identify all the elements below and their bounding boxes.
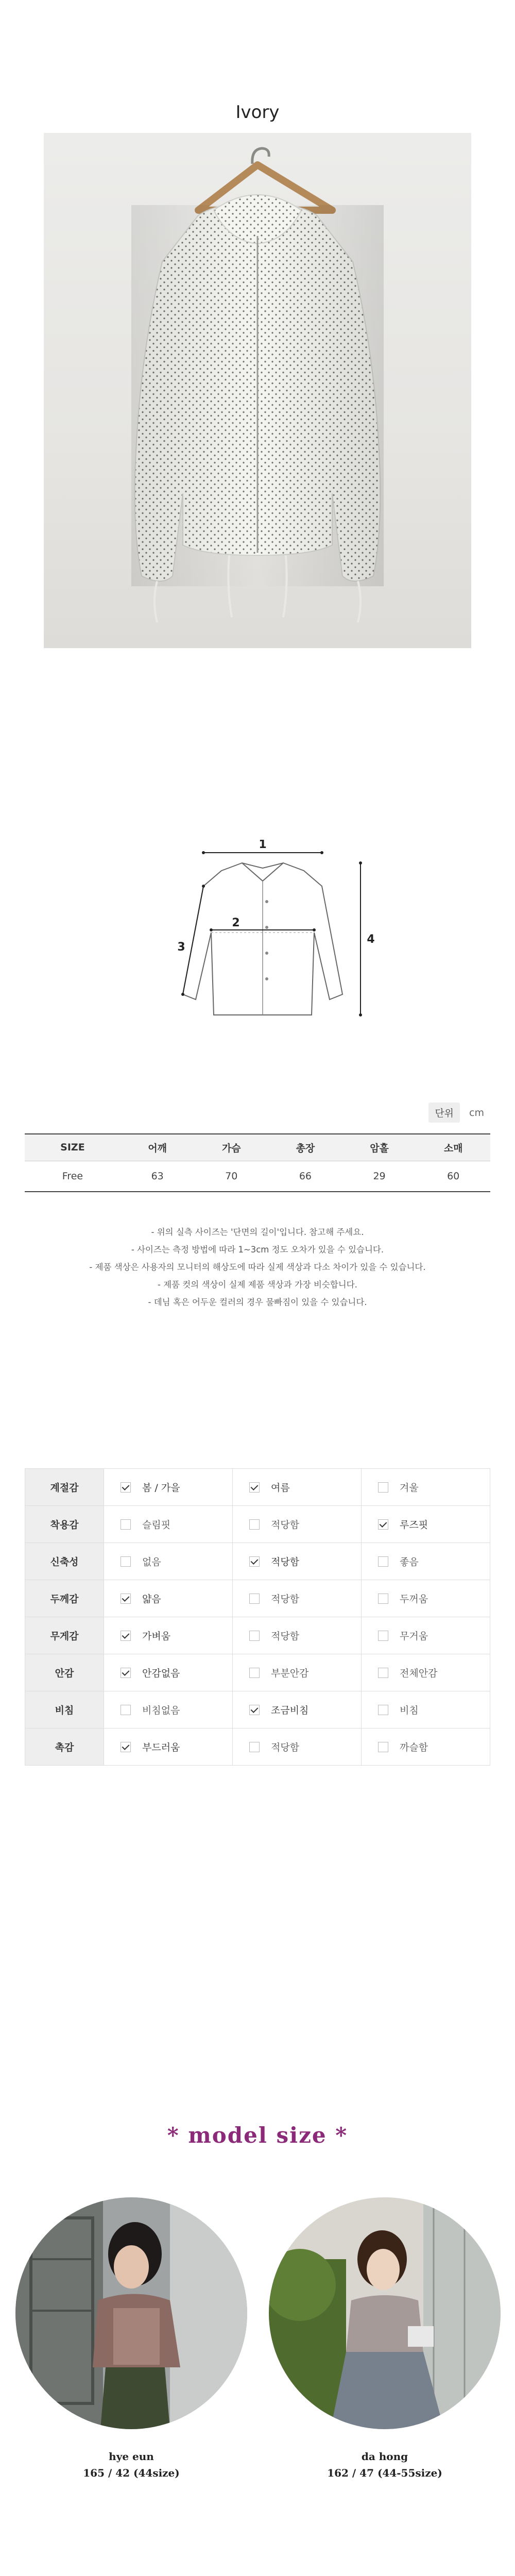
table-row bbox=[25, 1161, 490, 1192]
model-size-title: * model size * bbox=[167, 2123, 348, 2148]
attribute-option-label: 루즈핏 bbox=[400, 1519, 428, 1531]
attribute-option-label: 적당함 bbox=[271, 1556, 300, 1568]
size-cell: 70 bbox=[194, 1161, 268, 1192]
model-name: hye eun bbox=[109, 2450, 154, 2463]
table-row bbox=[25, 1654, 490, 1691]
attribute-option bbox=[104, 1506, 233, 1543]
note-item: - 제품 컷의 색상이 실제 제품 색상과 가장 비슷합니다. bbox=[158, 1280, 357, 1290]
note-item: - 제품 색상은 사용자의 모니터의 해상도에 따라 실제 색상과 다소 차이가 있을 수 있습니다. bbox=[89, 1262, 426, 1272]
attribute-option bbox=[104, 1543, 233, 1580]
checkbox-empty-icon bbox=[378, 1668, 388, 1678]
attribute-option bbox=[362, 1506, 490, 1543]
attribute-option bbox=[233, 1617, 362, 1654]
checkbox-empty-icon bbox=[378, 1742, 388, 1752]
measure-label-1: 1 bbox=[259, 840, 267, 851]
attribute-option-label: 슬림핏 bbox=[142, 1519, 171, 1531]
checkbox-empty-icon bbox=[249, 1631, 260, 1641]
measure-label-4: 4 bbox=[367, 933, 375, 946]
attribute-option bbox=[362, 1654, 490, 1691]
checkbox-empty-icon bbox=[249, 1668, 260, 1678]
checkbox-empty-icon bbox=[378, 1705, 388, 1715]
checkbox-checked-icon bbox=[249, 1705, 260, 1715]
attribute-option-label: 봄 / 가을 bbox=[142, 1482, 180, 1494]
attribute-option bbox=[104, 1728, 233, 1766]
checkbox-empty-icon bbox=[249, 1519, 260, 1530]
product-photo bbox=[44, 133, 471, 648]
checkbox-checked-icon bbox=[121, 1742, 131, 1752]
attribute-option-label: 까슬함 bbox=[400, 1742, 428, 1753]
size-header-cell: 암홀 bbox=[342, 1134, 417, 1161]
checkbox-checked-icon bbox=[121, 1668, 131, 1678]
color-label: Ivory bbox=[235, 102, 280, 123]
attribute-option bbox=[362, 1469, 490, 1506]
size-cell: 66 bbox=[268, 1161, 342, 1192]
attribute-option bbox=[362, 1691, 490, 1728]
model-info-hye-eun bbox=[15, 2448, 247, 2481]
checkbox-empty-icon bbox=[249, 1594, 260, 1604]
table-row bbox=[25, 1506, 490, 1543]
attribute-option bbox=[362, 1617, 490, 1654]
checkbox-empty-icon bbox=[378, 1556, 388, 1567]
table-row bbox=[25, 1469, 490, 1506]
table-row bbox=[25, 1691, 490, 1728]
size-cell: 29 bbox=[342, 1161, 417, 1192]
model-photo bbox=[15, 2197, 247, 2429]
size-table-header-row bbox=[25, 1134, 490, 1161]
attribute-option bbox=[233, 1543, 362, 1580]
attribute-option-label: 부드러움 bbox=[142, 1742, 180, 1753]
attribute-option-label: 여름 bbox=[271, 1482, 290, 1494]
attribute-option bbox=[104, 1654, 233, 1691]
attribute-option bbox=[104, 1617, 233, 1654]
measure-label-3: 3 bbox=[177, 941, 185, 954]
jacket-on-hanger-image bbox=[44, 133, 471, 648]
attribute-option-label: 얇음 bbox=[142, 1594, 161, 1605]
attribute-option-label: 겨울 bbox=[400, 1482, 419, 1494]
size-cell: 60 bbox=[416, 1161, 490, 1192]
note-item: - 데님 혹은 어두운 컬러의 경우 물빠짐이 있을 수 있습니다. bbox=[148, 1297, 367, 1307]
attribute-option bbox=[233, 1728, 362, 1766]
attribute-option bbox=[362, 1580, 490, 1617]
attribute-option bbox=[233, 1506, 362, 1543]
attribute-option-label: 부분안감 bbox=[271, 1668, 309, 1679]
attribute-option-label: 가벼움 bbox=[142, 1631, 171, 1642]
model-hye-eun-image bbox=[15, 2197, 247, 2429]
attribute-option bbox=[233, 1654, 362, 1691]
attribute-label: 두께감 bbox=[25, 1580, 104, 1617]
checkbox-empty-icon bbox=[378, 1594, 388, 1604]
attribute-option bbox=[362, 1543, 490, 1580]
attribute-option-label: 무거움 bbox=[400, 1631, 428, 1642]
attribute-option-label: 적당함 bbox=[271, 1519, 300, 1531]
attribute-option-label: 두꺼움 bbox=[400, 1594, 428, 1605]
attribute-option-label: 안감없음 bbox=[142, 1668, 180, 1679]
model-name: da hong bbox=[361, 2450, 408, 2463]
size-header-cell: SIZE bbox=[25, 1134, 121, 1161]
size-header-cell: 가슴 bbox=[194, 1134, 268, 1161]
attribute-option bbox=[233, 1691, 362, 1728]
attribute-label: 안감 bbox=[25, 1654, 104, 1691]
attribute-option bbox=[362, 1728, 490, 1766]
attribute-option-label: 조금비침 bbox=[271, 1705, 309, 1716]
checkbox-checked-icon bbox=[249, 1556, 260, 1567]
size-notes bbox=[0, 1224, 515, 1311]
model-info-da-hong bbox=[269, 2448, 501, 2481]
attribute-option-label: 적당함 bbox=[271, 1631, 300, 1642]
size-header-cell: 어깨 bbox=[121, 1134, 195, 1161]
attribute-option bbox=[104, 1580, 233, 1617]
attribute-label: 신축성 bbox=[25, 1543, 104, 1580]
attribute-option-label: 전체안감 bbox=[400, 1668, 438, 1679]
table-row bbox=[25, 1728, 490, 1766]
model-da-hong-image bbox=[269, 2197, 501, 2429]
attribute-option-label: 적당함 bbox=[271, 1594, 300, 1605]
checkbox-checked-icon bbox=[121, 1482, 131, 1493]
table-row bbox=[25, 1617, 490, 1654]
checkbox-empty-icon bbox=[249, 1742, 260, 1752]
attribute-option bbox=[104, 1691, 233, 1728]
attribute-option-label: 비침 bbox=[400, 1705, 419, 1716]
size-header-cell: 총장 bbox=[268, 1134, 342, 1161]
measure-label-2: 2 bbox=[232, 917, 240, 929]
attribute-option-label: 적당함 bbox=[271, 1742, 300, 1753]
attribute-option-label: 없음 bbox=[142, 1556, 161, 1568]
checkbox-empty-icon bbox=[121, 1556, 131, 1567]
checkbox-empty-icon bbox=[378, 1631, 388, 1641]
checkbox-checked-icon bbox=[378, 1519, 388, 1530]
checkbox-checked-icon bbox=[249, 1482, 260, 1493]
size-diagram bbox=[144, 840, 381, 1056]
unit-selector bbox=[428, 1103, 490, 1123]
size-header-cell: 소매 bbox=[416, 1134, 490, 1161]
attribute-label: 비침 bbox=[25, 1691, 104, 1728]
size-table bbox=[25, 1133, 490, 1192]
checkbox-empty-icon bbox=[121, 1705, 131, 1715]
table-row bbox=[25, 1580, 490, 1617]
attribute-option bbox=[233, 1469, 362, 1506]
model-size: 165 / 42 (44size) bbox=[83, 2467, 180, 2479]
unit-label: 단위 bbox=[428, 1103, 460, 1123]
size-cell: 63 bbox=[121, 1161, 195, 1192]
attribute-option bbox=[233, 1580, 362, 1617]
note-item: - 위의 실측 사이즈는 '단면의 길이'입니다. 참고해 주세요. bbox=[151, 1227, 364, 1237]
size-cell: Free bbox=[25, 1161, 121, 1192]
table-row bbox=[25, 1543, 490, 1580]
attribute-option-label: 비침없음 bbox=[142, 1705, 180, 1716]
shirt-outline-diagram bbox=[144, 840, 381, 1056]
attribute-label: 무게감 bbox=[25, 1617, 104, 1654]
checkbox-checked-icon bbox=[121, 1631, 131, 1641]
attribute-option-label: 좋음 bbox=[400, 1556, 419, 1568]
attribute-label: 착용감 bbox=[25, 1506, 104, 1543]
attribute-label: 촉감 bbox=[25, 1728, 104, 1766]
attribute-option bbox=[104, 1469, 233, 1506]
checkbox-empty-icon bbox=[121, 1519, 131, 1530]
product-attributes-table bbox=[25, 1468, 490, 1766]
model-photo bbox=[269, 2197, 501, 2429]
model-size: 162 / 47 (44-55size) bbox=[327, 2467, 442, 2479]
unit-value: cm bbox=[469, 1107, 484, 1118]
attribute-label: 계절감 bbox=[25, 1469, 104, 1506]
note-item: - 사이즈는 측정 방법에 따라 1~3cm 정도 오차가 있을 수 있습니다. bbox=[131, 1245, 384, 1255]
checkbox-checked-icon bbox=[121, 1594, 131, 1604]
checkbox-empty-icon bbox=[378, 1482, 388, 1493]
